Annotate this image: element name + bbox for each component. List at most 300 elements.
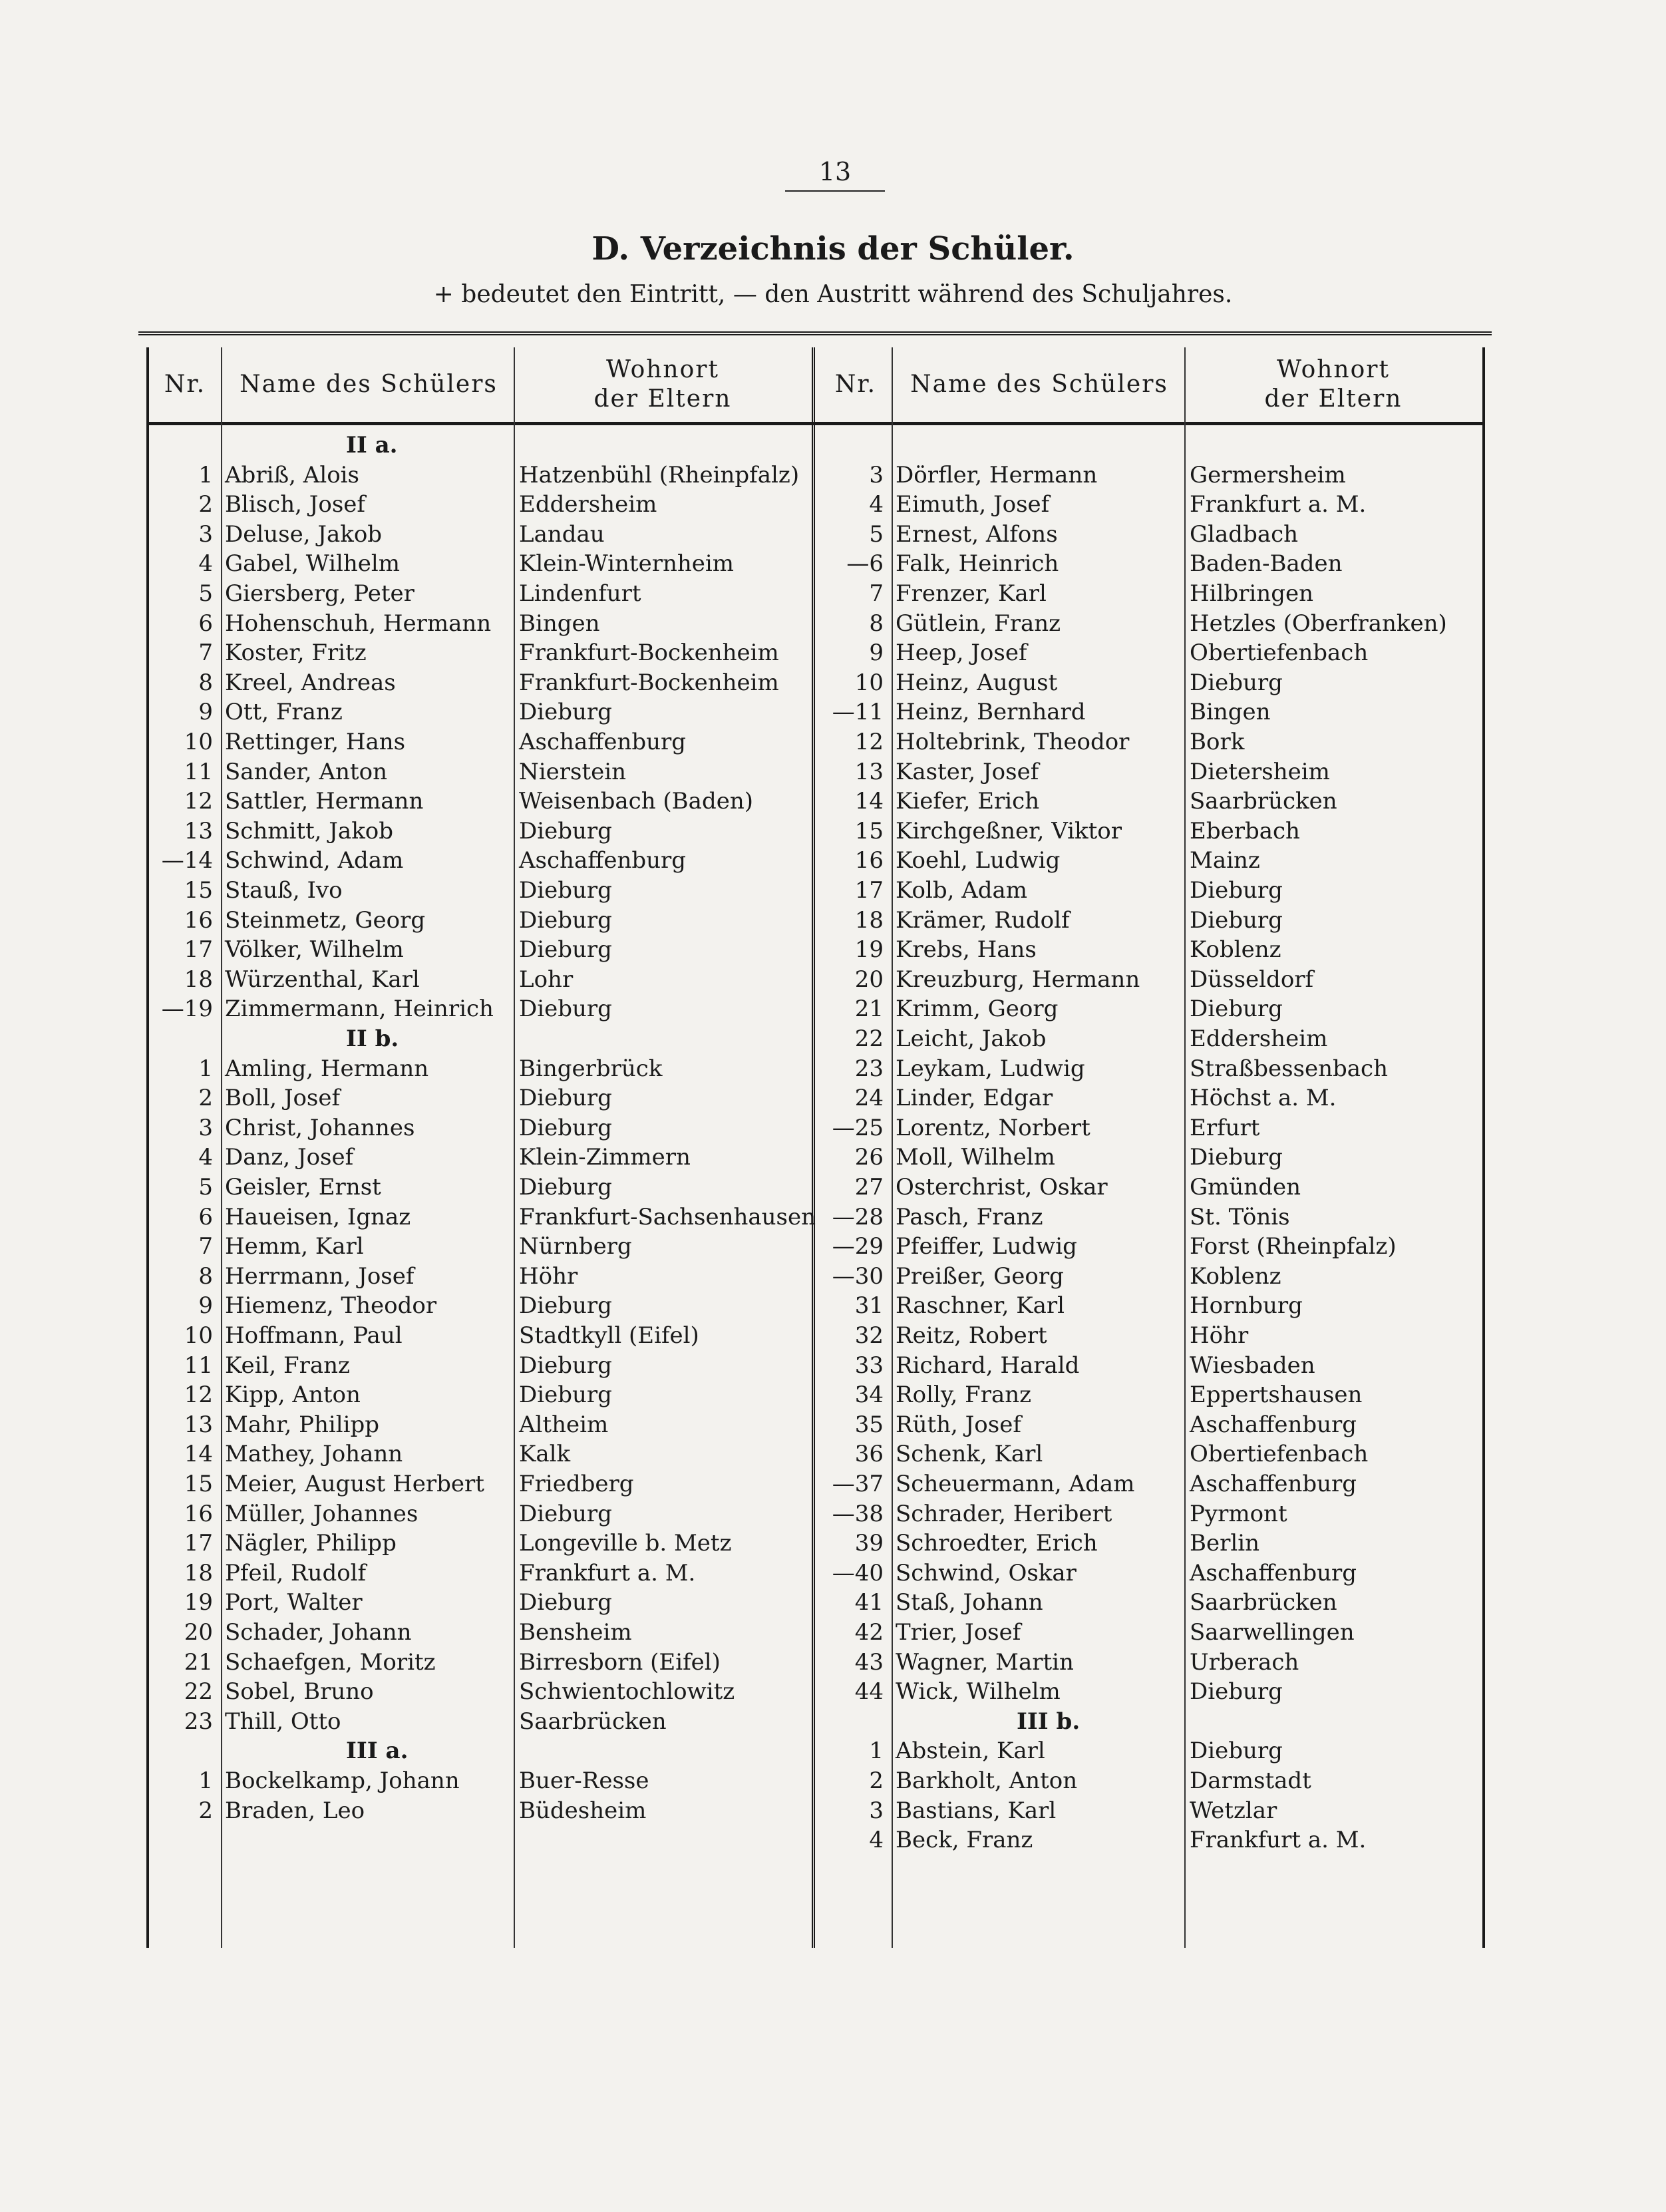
student-row xyxy=(146,876,812,905)
student-number: 41 xyxy=(854,1589,884,1616)
student-row xyxy=(146,906,812,935)
parents-residence: Aschaffenburg xyxy=(519,729,687,755)
column-header-place-right xyxy=(1187,347,1480,422)
student-row xyxy=(146,994,812,1023)
student-name: Schwind, Adam xyxy=(225,847,404,874)
student-row xyxy=(146,549,812,578)
student-row xyxy=(146,1469,812,1499)
student-row xyxy=(146,1439,812,1469)
student-row xyxy=(146,1618,812,1647)
parents-residence: Lindenfurt xyxy=(519,580,641,607)
parents-residence: Klein-Winternheim xyxy=(519,550,734,578)
parents-residence: Aschaffenburg xyxy=(519,847,687,874)
student-name: Kreuzburg, Hermann xyxy=(896,966,1140,993)
student-number: 1 xyxy=(198,1055,213,1082)
student-row xyxy=(817,490,1482,519)
parents-residence: Bork xyxy=(1190,729,1245,755)
student-row xyxy=(817,1469,1482,1499)
student-name: Ott, Franz xyxy=(225,699,343,726)
parents-residence: Darmstadt xyxy=(1190,1767,1311,1794)
student-number: 3 xyxy=(198,1114,213,1141)
student-row xyxy=(817,846,1482,875)
parents-residence: Mainz xyxy=(1190,847,1260,874)
parents-residence: Friedberg xyxy=(519,1471,634,1497)
parents-residence: Straßbessenbach xyxy=(1190,1055,1388,1082)
student-name: Scheuermann, Adam xyxy=(896,1471,1135,1497)
class-section-label: II a. xyxy=(346,432,398,459)
parents-residence: Dieburg xyxy=(519,936,612,964)
student-name: Bockelkamp, Johann xyxy=(225,1767,460,1794)
student-number: 8 xyxy=(198,669,213,696)
student-name: Schenk, Karl xyxy=(896,1441,1043,1468)
parents-residence: Dieburg xyxy=(519,996,612,1023)
parents-residence: Schwientochlowitz xyxy=(519,1678,735,1706)
student-name: Abriß, Alois xyxy=(225,461,359,488)
parents-residence: Dieburg xyxy=(519,1500,612,1527)
student-name: Sattler, Hermann xyxy=(225,788,424,815)
student-number: 2 xyxy=(198,1085,213,1112)
column-header-nr-right: Nr. xyxy=(834,371,877,398)
student-row xyxy=(817,1410,1482,1439)
parents-residence: Berlin xyxy=(1190,1530,1260,1557)
student-row xyxy=(146,579,812,608)
student-name: Geisler, Ernst xyxy=(225,1174,381,1200)
parents-residence: Wiesbaden xyxy=(1190,1352,1315,1379)
student-name: Bastians, Karl xyxy=(896,1797,1057,1824)
student-row xyxy=(817,1766,1482,1795)
student-name: Pfeiffer, Ludwig xyxy=(896,1233,1077,1260)
student-row xyxy=(817,1618,1482,1647)
parents-residence: Frankfurt a. M. xyxy=(1190,1827,1367,1854)
student-row xyxy=(817,817,1482,846)
parents-residence: Dieburg xyxy=(1190,1738,1283,1765)
student-row xyxy=(146,1648,812,1677)
student-number: 13 xyxy=(184,1411,213,1438)
student-row xyxy=(146,846,812,875)
parents-residence: Nierstein xyxy=(519,758,627,785)
column-header-place-line1: Wohnort xyxy=(1277,356,1390,383)
student-name: Heinz, August xyxy=(896,669,1058,696)
student-number: —14 xyxy=(161,847,213,874)
parents-residence: Saarbrücken xyxy=(519,1708,667,1735)
student-row xyxy=(146,1262,812,1291)
student-name: Port, Walter xyxy=(225,1589,363,1616)
student-row xyxy=(817,1825,1482,1855)
parents-residence: Eddersheim xyxy=(519,491,657,518)
student-number: 10 xyxy=(184,729,213,755)
student-name: Abstein, Karl xyxy=(896,1738,1045,1765)
student-row xyxy=(817,1291,1482,1320)
student-number: 14 xyxy=(854,788,884,815)
parents-residence: Frankfurt a. M. xyxy=(1190,491,1367,518)
student-row xyxy=(146,1380,812,1409)
student-name: Kiefer, Erich xyxy=(896,788,1040,815)
student-name: Richard, Harald xyxy=(896,1352,1080,1379)
student-row xyxy=(146,1677,812,1706)
parents-residence: Dieburg xyxy=(519,1382,612,1409)
student-name: Danz, Josef xyxy=(225,1144,354,1171)
student-name: Hemm, Karl xyxy=(225,1233,364,1260)
student-number: 22 xyxy=(854,1025,884,1052)
column-header-name-left: Name des Schülers xyxy=(240,371,498,398)
student-number: 3 xyxy=(869,461,884,488)
student-name: Hohenschuh, Hermann xyxy=(225,610,492,637)
student-name: Schader, Johann xyxy=(225,1619,412,1646)
student-number: 9 xyxy=(198,1292,213,1320)
student-name: Frenzer, Karl xyxy=(896,580,1047,607)
student-number: 16 xyxy=(184,1500,213,1527)
student-number: —6 xyxy=(846,550,884,578)
parents-residence: Dieburg xyxy=(519,1352,612,1379)
parents-residence: Dieburg xyxy=(519,877,612,904)
student-row xyxy=(817,965,1482,994)
student-name: Kaster, Josef xyxy=(896,758,1039,785)
student-number: 7 xyxy=(198,1233,213,1260)
student-name: Trier, Josef xyxy=(896,1619,1021,1646)
student-row xyxy=(146,727,812,757)
student-number: 1 xyxy=(869,1738,884,1765)
student-name: Christ, Johannes xyxy=(225,1114,415,1141)
student-number: 12 xyxy=(854,729,884,755)
student-row xyxy=(146,1054,812,1083)
student-row xyxy=(146,935,812,964)
student-number: —37 xyxy=(832,1471,884,1497)
parents-residence: Hatzenbühl (Rheinpfalz) xyxy=(519,461,800,488)
student-number: 13 xyxy=(184,817,213,844)
student-number: 4 xyxy=(198,550,213,578)
parents-residence: Hetzles (Oberfranken) xyxy=(1190,610,1447,637)
parents-residence: Bingen xyxy=(1190,699,1271,726)
student-row xyxy=(817,1054,1482,1083)
student-row xyxy=(817,697,1482,727)
student-row xyxy=(817,579,1482,608)
class-section-heading xyxy=(146,431,812,460)
student-number: —28 xyxy=(832,1203,884,1230)
parents-residence: Frankfurt a. M. xyxy=(519,1559,696,1586)
student-name: Beck, Franz xyxy=(896,1827,1033,1854)
student-name: Koehl, Ludwig xyxy=(896,847,1061,874)
student-number: 7 xyxy=(198,640,213,667)
student-name: Preißer, Georg xyxy=(896,1262,1064,1290)
student-name: Kipp, Anton xyxy=(225,1382,361,1409)
student-name: Heinz, Bernhard xyxy=(896,699,1086,726)
student-number: 31 xyxy=(854,1292,884,1320)
parents-residence: Koblenz xyxy=(1190,1262,1281,1290)
student-number: 2 xyxy=(869,1767,884,1794)
student-name: Haueisen, Ignaz xyxy=(225,1203,411,1230)
parents-residence: Longeville b. Metz xyxy=(519,1530,732,1557)
parents-residence: Dietersheim xyxy=(1190,758,1330,785)
student-number: 5 xyxy=(869,520,884,548)
student-name: Giersberg, Peter xyxy=(225,580,415,607)
student-row xyxy=(817,1588,1482,1617)
student-name: Meier, August Herbert xyxy=(225,1471,484,1497)
student-name: Amling, Hermann xyxy=(225,1055,429,1082)
student-number: 15 xyxy=(184,1471,213,1497)
parents-residence: Höhr xyxy=(1190,1322,1249,1349)
parents-residence: Wetzlar xyxy=(1190,1797,1277,1824)
student-name: Völker, Wilhelm xyxy=(225,936,404,964)
student-row xyxy=(146,965,812,994)
student-name: Lorentz, Norbert xyxy=(896,1114,1090,1141)
student-row xyxy=(146,1321,812,1350)
student-name: Herrmann, Josef xyxy=(225,1262,415,1290)
student-row xyxy=(817,1380,1482,1409)
parents-residence: Urberach xyxy=(1190,1648,1299,1676)
parents-residence: Eddersheim xyxy=(1190,1025,1328,1052)
parents-residence: Eppertshausen xyxy=(1190,1382,1363,1409)
student-name: Moll, Wilhelm xyxy=(896,1144,1055,1171)
parents-residence: Kalk xyxy=(519,1441,571,1468)
student-row xyxy=(817,520,1482,549)
student-name: Kirchgeßner, Viktor xyxy=(896,817,1122,844)
student-number: 15 xyxy=(854,817,884,844)
student-number: 3 xyxy=(869,1797,884,1824)
student-row xyxy=(146,1707,812,1736)
student-row xyxy=(817,609,1482,638)
class-section-heading xyxy=(146,1024,812,1053)
student-number: 26 xyxy=(854,1144,884,1171)
column-header-place-line2: der Eltern xyxy=(1264,385,1403,413)
parents-residence: Nürnberg xyxy=(519,1233,632,1260)
student-number: 17 xyxy=(184,1530,213,1557)
student-name: Boll, Josef xyxy=(225,1085,341,1112)
parents-residence: Forst (Rheinpfalz) xyxy=(1190,1233,1397,1260)
student-number: 4 xyxy=(869,491,884,518)
parents-residence: Aschaffenburg xyxy=(1190,1411,1357,1438)
student-name: Reitz, Robert xyxy=(896,1322,1047,1349)
student-number: 5 xyxy=(198,580,213,607)
student-name: Schrader, Heribert xyxy=(896,1500,1112,1527)
student-name: Krimm, Georg xyxy=(896,996,1059,1023)
student-row xyxy=(146,1529,812,1558)
column-header-place-left xyxy=(516,347,809,422)
student-name: Pasch, Franz xyxy=(896,1203,1043,1230)
student-number: 6 xyxy=(198,610,213,637)
student-row xyxy=(817,1559,1482,1588)
student-name: Würzenthal, Karl xyxy=(225,966,420,993)
parents-residence: Bingen xyxy=(519,610,600,637)
student-number: 21 xyxy=(184,1648,213,1676)
student-number: 42 xyxy=(854,1619,884,1646)
parents-residence: Frankfurt-Bockenheim xyxy=(519,669,779,696)
student-name: Leykam, Ludwig xyxy=(896,1055,1085,1082)
student-number: 39 xyxy=(854,1530,884,1557)
parents-residence: Dieburg xyxy=(1190,877,1283,904)
student-row xyxy=(817,1024,1482,1053)
student-number: 32 xyxy=(854,1322,884,1349)
parents-residence: Höchst a. M. xyxy=(1190,1085,1337,1112)
student-number: —30 xyxy=(832,1262,884,1290)
student-number: 2 xyxy=(198,491,213,518)
student-number: 9 xyxy=(869,640,884,667)
parents-residence: Altheim xyxy=(519,1411,609,1438)
page-subtitle: + bedeutet den Eintritt, — den Austritt während des Schuljahres. xyxy=(433,281,1233,308)
student-row xyxy=(146,668,812,697)
student-number: 11 xyxy=(184,1352,213,1379)
student-row xyxy=(817,1321,1482,1350)
class-section-heading xyxy=(817,1707,1482,1736)
student-number: 23 xyxy=(184,1708,213,1735)
student-row xyxy=(817,994,1482,1023)
student-name: Mahr, Philipp xyxy=(225,1411,380,1438)
student-number: 11 xyxy=(184,758,213,785)
student-number: 18 xyxy=(854,906,884,934)
student-row xyxy=(817,1351,1482,1380)
student-number: —29 xyxy=(832,1233,884,1260)
student-number: —25 xyxy=(832,1114,884,1141)
column-header-place-line2: der Eltern xyxy=(593,385,732,413)
student-number: 1 xyxy=(198,1767,213,1794)
student-name: Raschner, Karl xyxy=(896,1292,1065,1320)
student-number: —19 xyxy=(161,996,213,1023)
parents-residence: Koblenz xyxy=(1190,936,1281,964)
page-number: 13 xyxy=(818,157,852,186)
parents-residence: Höhr xyxy=(519,1262,578,1290)
parents-residence: Erfurt xyxy=(1190,1114,1260,1141)
parents-residence: Klein-Zimmern xyxy=(519,1144,691,1171)
parents-residence: Düsseldorf xyxy=(1190,966,1314,993)
student-name: Kolb, Adam xyxy=(896,877,1028,904)
student-name: Wick, Wilhelm xyxy=(896,1678,1061,1706)
student-number: 12 xyxy=(184,788,213,815)
student-number: 34 xyxy=(854,1382,884,1409)
blank-row xyxy=(817,431,1482,460)
column-header-place-line1: Wohnort xyxy=(606,356,719,383)
column-header-name-right: Name des Schülers xyxy=(910,371,1168,398)
class-section-label: III b. xyxy=(1017,1708,1081,1735)
student-number: 4 xyxy=(198,1144,213,1171)
student-number: 15 xyxy=(184,877,213,904)
parents-residence: Obertiefenbach xyxy=(1190,1441,1369,1468)
student-row xyxy=(817,1113,1482,1143)
parents-residence: Dieburg xyxy=(519,817,612,844)
student-number: 8 xyxy=(198,1262,213,1290)
parents-residence: Dieburg xyxy=(519,906,612,934)
student-name: Schwind, Oskar xyxy=(896,1559,1077,1586)
student-name: Wagner, Martin xyxy=(896,1648,1074,1676)
student-number: 18 xyxy=(184,1559,213,1586)
student-number: 12 xyxy=(184,1382,213,1409)
student-number: 17 xyxy=(854,877,884,904)
student-row xyxy=(817,1083,1482,1113)
student-row xyxy=(146,490,812,519)
parents-residence: Dieburg xyxy=(1190,1144,1283,1171)
parents-residence: Dieburg xyxy=(519,1085,612,1112)
student-row xyxy=(146,1796,812,1825)
student-row xyxy=(146,461,812,490)
student-row xyxy=(146,1499,812,1529)
column-header-nr-left: Nr. xyxy=(164,371,206,398)
student-name: Zimmermann, Heinrich xyxy=(225,996,494,1023)
student-name: Kreel, Andreas xyxy=(225,669,396,696)
student-row xyxy=(817,876,1482,905)
parents-residence: Gmünden xyxy=(1190,1174,1301,1200)
student-number: 5 xyxy=(198,1174,213,1200)
student-name: Sobel, Bruno xyxy=(225,1678,374,1706)
student-number: 9 xyxy=(198,699,213,726)
student-name: Rolly, Franz xyxy=(896,1382,1032,1409)
student-number: 6 xyxy=(198,1203,213,1230)
parents-residence: Dieburg xyxy=(519,699,612,726)
student-row xyxy=(146,697,812,727)
parents-residence: Gladbach xyxy=(1190,520,1299,548)
student-name: Ernest, Alfons xyxy=(896,520,1058,548)
student-name: Deluse, Jakob xyxy=(225,520,383,548)
parents-residence: Dieburg xyxy=(519,1174,612,1200)
student-number: —40 xyxy=(832,1559,884,1586)
student-row xyxy=(817,1202,1482,1232)
parents-residence: Bingerbrück xyxy=(519,1055,663,1082)
parents-residence: Lohr xyxy=(519,966,574,993)
parents-residence: Germersheim xyxy=(1190,461,1346,488)
parents-residence: Saarbrücken xyxy=(1190,788,1337,815)
student-row xyxy=(817,1529,1482,1558)
student-row xyxy=(817,1796,1482,1825)
student-name: Leicht, Jakob xyxy=(896,1025,1047,1052)
student-name: Hoffmann, Paul xyxy=(225,1322,403,1349)
student-number: 17 xyxy=(184,936,213,964)
student-row xyxy=(146,1410,812,1439)
student-name: Krämer, Rudolf xyxy=(896,906,1070,934)
student-number: 16 xyxy=(854,847,884,874)
student-number: 21 xyxy=(854,996,884,1023)
parents-residence: Obertiefenbach xyxy=(1190,640,1369,667)
student-row xyxy=(146,1143,812,1172)
student-number: —38 xyxy=(832,1500,884,1527)
student-row xyxy=(146,1083,812,1113)
student-name: Pfeil, Rudolf xyxy=(225,1559,367,1586)
student-name: Nägler, Philipp xyxy=(225,1530,397,1557)
student-number: 2 xyxy=(198,1797,213,1824)
student-name: Keil, Franz xyxy=(225,1352,350,1379)
student-row xyxy=(146,1588,812,1617)
parents-residence: Buer-Resse xyxy=(519,1767,649,1794)
student-number: 8 xyxy=(869,610,884,637)
student-number: 20 xyxy=(184,1619,213,1646)
student-row xyxy=(817,906,1482,935)
student-name: Steinmetz, Georg xyxy=(225,906,426,934)
page-number-rule xyxy=(785,190,885,192)
parents-residence: Hilbringen xyxy=(1190,580,1313,607)
student-table xyxy=(138,331,1492,1949)
parents-residence: Birresborn (Eifel) xyxy=(519,1648,721,1676)
parents-residence: Dieburg xyxy=(1190,669,1283,696)
parents-residence: St. Tönis xyxy=(1190,1203,1290,1230)
student-row xyxy=(817,1677,1482,1706)
student-number: 20 xyxy=(854,966,884,993)
parents-residence: Dieburg xyxy=(519,1114,612,1141)
parents-residence: Eberbach xyxy=(1190,817,1300,844)
parents-residence: Frankfurt-Sachsenhausen xyxy=(519,1203,816,1230)
student-number: 27 xyxy=(854,1174,884,1200)
student-row xyxy=(817,638,1482,667)
student-number: 24 xyxy=(854,1085,884,1112)
student-row xyxy=(146,1232,812,1261)
parents-residence: Aschaffenburg xyxy=(1190,1559,1357,1586)
student-row xyxy=(817,461,1482,490)
student-row xyxy=(817,1232,1482,1261)
student-name: Braden, Leo xyxy=(225,1797,365,1824)
student-number: 10 xyxy=(854,669,884,696)
parents-residence: Dieburg xyxy=(1190,906,1283,934)
student-number: 7 xyxy=(869,580,884,607)
parents-residence: Landau xyxy=(519,520,605,548)
student-name: Heep, Josef xyxy=(896,640,1027,667)
parents-residence: Baden-Baden xyxy=(1190,550,1343,578)
student-name: Gabel, Wilhelm xyxy=(225,550,401,578)
student-row xyxy=(146,1291,812,1320)
